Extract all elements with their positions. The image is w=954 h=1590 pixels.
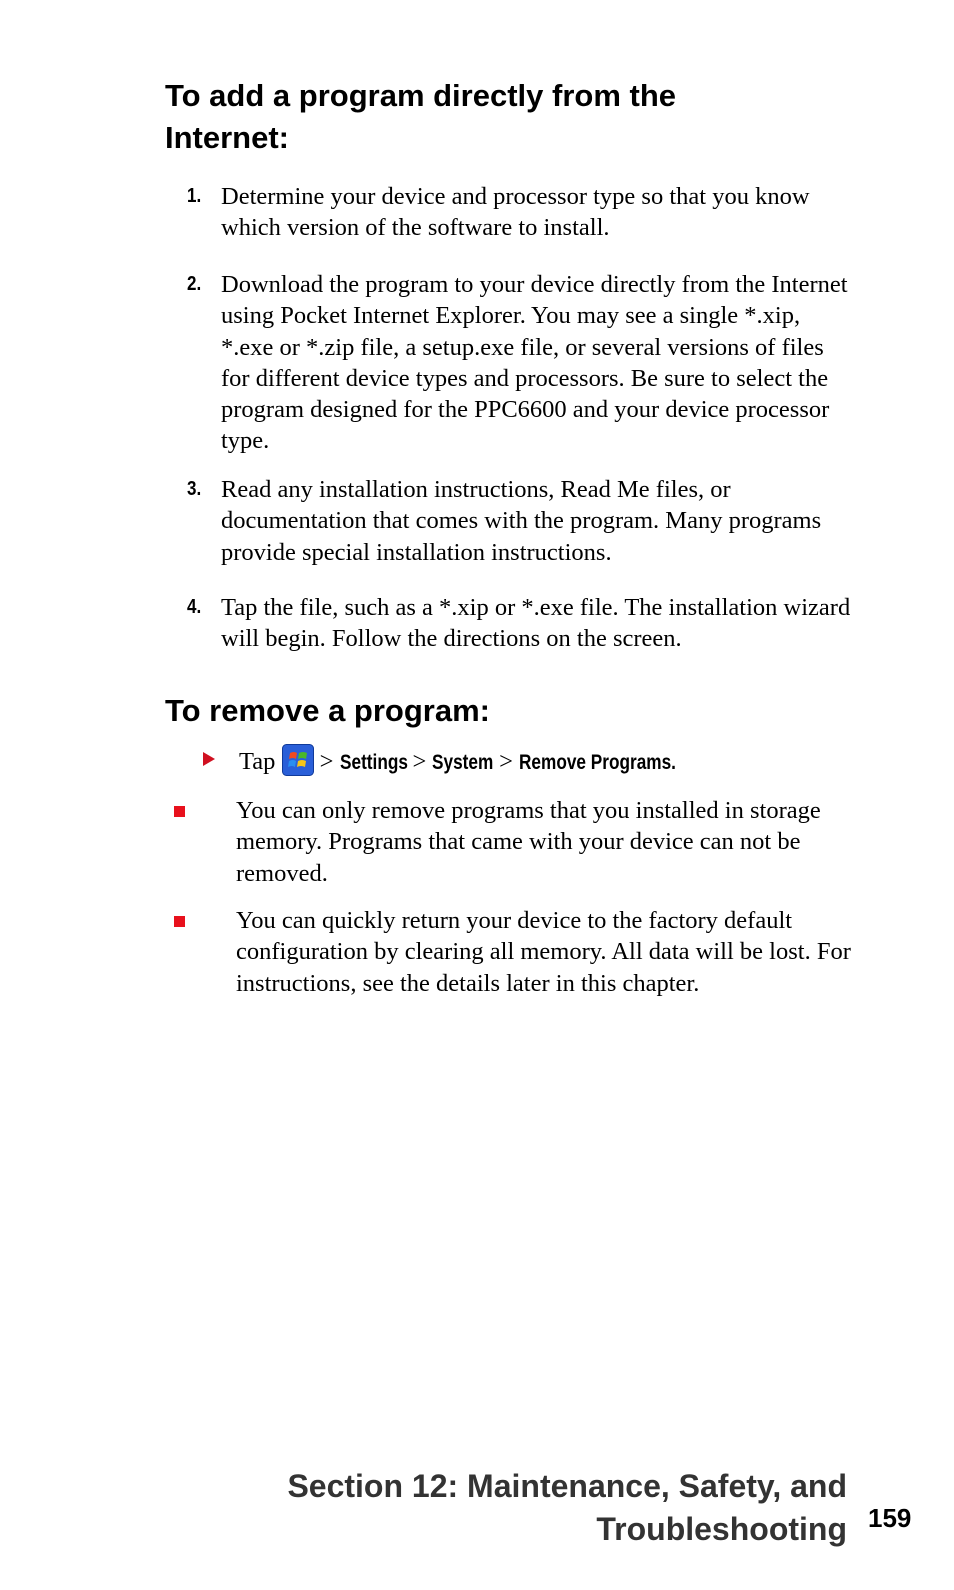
step-4 (187, 592, 857, 655)
section-heading-remove-program: To remove a program: (165, 693, 491, 728)
separator: > (319, 748, 334, 775)
tap-label: Tap (239, 748, 276, 775)
step-3 (187, 474, 857, 568)
windows-start-icon (282, 744, 314, 776)
step-text: Download the program to your device directly from the Internet using Pocket Internet Explorer. You may see a single *.xip, *.exe or *.zip file, a setup.exe file, or several versions of files for different device types and processors. Be sure to select the program designed for the PPC6600 and your device processor type. (221, 271, 848, 455)
step-number: 4. (187, 596, 202, 618)
section-heading-add-program: To add a program directly from the Internet: (165, 78, 677, 155)
step-number: 3. (187, 478, 202, 500)
separator: > (412, 748, 427, 775)
step-1 (187, 181, 857, 244)
step-number: 2. (187, 273, 202, 295)
arrow-bullet-icon (203, 752, 215, 766)
note-1 (174, 795, 854, 889)
page-number: 159 (868, 1503, 912, 1533)
step-text: Read any installation instructions, Read Me files, or documentation that comes with the program. Many programs provide special installation instructions. (221, 476, 822, 566)
separator: > (499, 748, 513, 775)
square-bullet-icon (174, 916, 185, 927)
note-text: You can quickly return your device to the factory default configuration by clearing all memory. All data will be lost. For instructions, see the details later in this chapter. (236, 907, 851, 997)
step-2 (187, 269, 857, 457)
tap-instruction (203, 742, 710, 782)
step-text: Tap the file, such as a *.xip or *.exe file. The installation wizard will begin. Follow the directions on the screen. (221, 594, 851, 653)
system-menu-label: System (432, 751, 494, 774)
square-bullet-icon (174, 806, 185, 817)
footer-section-title (287, 1465, 847, 1551)
footer-line-1: Section 12: Maintenance, Safety, and (287, 1468, 847, 1504)
note-text: You can only remove programs that you installed in storage memory. Programs that came with your device can not be removed. (236, 797, 821, 887)
step-number: 1. (187, 185, 202, 207)
note-2 (174, 905, 854, 999)
settings-menu-label: Settings (339, 751, 408, 774)
remove-programs-label: Remove Programs. (519, 751, 677, 774)
step-text: Determine your device and processor type so that you know which version of the software to install. (221, 183, 810, 242)
footer-line-2: Troubleshooting (596, 1511, 847, 1547)
